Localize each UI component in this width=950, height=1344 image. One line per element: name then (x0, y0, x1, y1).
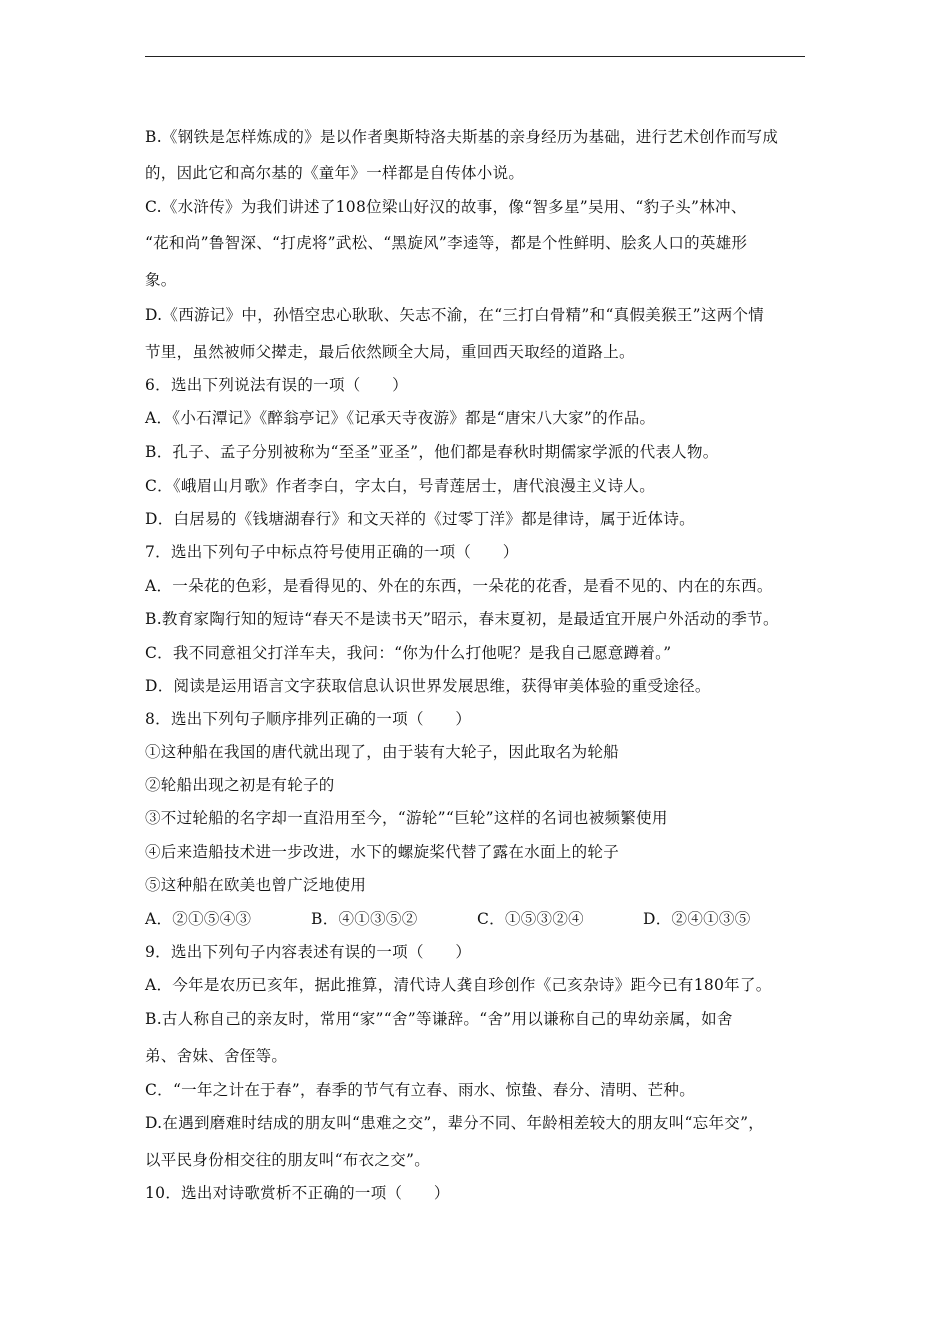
question-6-stem: 6．选出下列说法有误的一项（ ） (145, 376, 408, 394)
question-6-option-c: C．《峨眉山月歌》作者李白，字太白，号青莲居士，唐代浪漫主义诗人。 (145, 477, 656, 495)
text-line: “花和尚”鲁智深、“打虎将”武松、“黑旋风”李逵等，都是个性鲜明、脍炙人口的英雄形 (145, 234, 748, 252)
question-8-sentence: ①这种船在我国的唐代就出现了，由于装有大轮子，因此取名为轮船 (145, 743, 620, 761)
question-6-option-b: B．孔子、孟子分别被称为“至圣”亚圣”，他们都是春秋时期儒家学派的代表人物。 (145, 443, 719, 461)
text-line: 的，因此它和高尔基的《童年》一样都是自传体小说。 (145, 164, 525, 182)
text-line: 象。 (145, 271, 177, 289)
question-6-option-a: A．《小石潭记》《醉翁亭记》《记承天寺夜游》都是“唐宋八大家”的作品。 (145, 409, 656, 427)
question-9-option-d-cont: 以平民身份相交往的朋友叫“布衣之交”。 (145, 1151, 431, 1169)
question-7-option-b: B.教育家陶行知的短诗“春天不是读书天”昭示，春末夏初，是最适宜开展户外活动的季节。 (145, 610, 779, 628)
question-9-option-d: D.在遇到磨难时结成的朋友叫“患难之交”，辈分不同、年龄相差较大的朋友叫“忘年交”， (145, 1114, 765, 1132)
question-9-stem: 9．选出下列句子内容表述有误的一项（ ） (145, 943, 472, 961)
question-9-option-c: C．“一年之计在于春”，春季的节气有立春、雨水、惊蛰、春分、清明、芒种。 (145, 1081, 696, 1099)
question-8-option-c: C．①⑤③②④ (477, 910, 584, 928)
question-7-stem: 7．选出下列句子中标点符号使用正确的一项（ ） (145, 543, 519, 561)
header-rule (145, 56, 805, 57)
question-9-option-b-cont: 弟、舍妹、舍侄等。 (145, 1047, 288, 1065)
question-9-option-a: A．今年是农历已亥年，据此推算，清代诗人龚自珍创作《己亥杂诗》距今已有180年了。 (145, 976, 772, 994)
question-8-sentence: ⑤这种船在欧美也曾广泛地使用 (145, 876, 367, 894)
question-10-stem: 10．选出对诗歌赏析不正确的一项（ ） (145, 1184, 450, 1202)
question-7-option-a: A．一朵花的色彩，是看得见的、外在的东西，一朵花的花香，是看不见的、内在的东西。 (145, 577, 773, 595)
question-8-stem: 8．选出下列句子顺序排列正确的一项（ ） (145, 710, 472, 728)
question-8-option-d: D．②④①③⑤ (643, 910, 751, 928)
question-8-sentence: ④后来造船技术进一步改进，水下的螺旋桨代替了露在水面上的轮子 (145, 843, 620, 861)
question-8-options (145, 909, 809, 929)
text-line: 节里，虽然被师父撵走，最后依然顾全大局，重回西天取经的道路上。 (145, 343, 635, 361)
question-8-option-a: A．②①⑤④③ (145, 910, 252, 928)
question-7-option-c: C．我不同意祖父打洋车夫，我问：“你为什么打他呢？是我自己愿意蹲着。” (145, 644, 672, 662)
text-line: D.《西游记》中，孙悟空忠心耿耿、矢志不渝，在“三打白骨精”和“真假美猴王”这两个情 (145, 306, 765, 324)
question-8-option-b: B．④①③⑤② (311, 910, 418, 928)
text-line: C.《水浒传》为我们讲述了108位梁山好汉的故事，像“智多星”吴用、“豹子头”林冲、 (145, 198, 747, 216)
question-6-option-d: D．白居易的《钱塘湖春行》和文天祥的《过零丁洋》都是律诗，属于近体诗。 (145, 510, 695, 528)
question-8-sentence: ②轮船出现之初是有轮子的 (145, 776, 335, 794)
question-9-option-b: B.古人称自己的亲友时，常用“家”“舍”等谦辞。“舍”用以谦称自己的卑幼亲属，如舍 (145, 1010, 733, 1028)
text-line: B.《钢铁是怎样炼成的》是以作者奥斯特洛夫斯基的亲身经历为基础，进行艺术创作而写成 (145, 128, 779, 146)
question-7-option-d: D．阅读是运用语言文字获取信息认识世界发展思维，获得审美体验的重受途径。 (145, 677, 711, 695)
question-8-sentence: ③不过轮船的名字却一直沿用至今，“游轮”“巨轮”这样的名词也被频繁使用 (145, 809, 668, 827)
